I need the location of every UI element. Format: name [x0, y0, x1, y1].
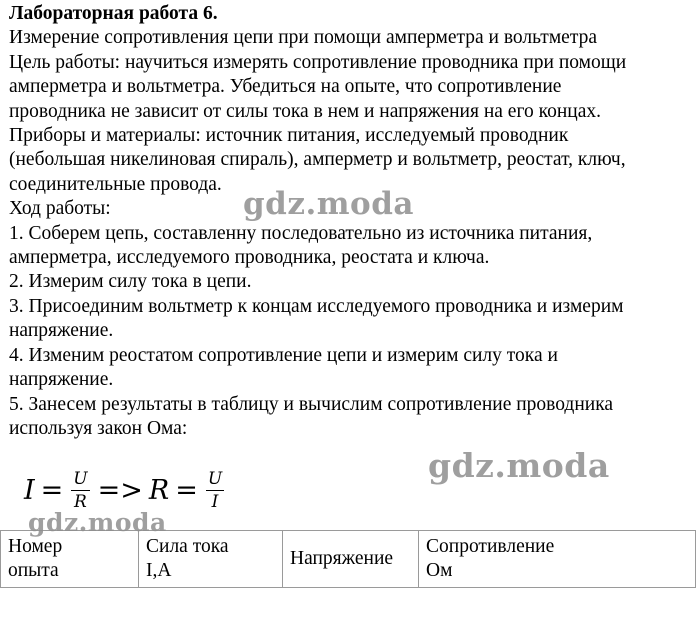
text-line: Приборы и материалы: источник питания, исследуемый проводник [9, 125, 569, 147]
header-text: Номер [8, 536, 63, 557]
text-line: напряжение. [9, 369, 114, 391]
text-line: амперметра и вольтметра. Убедиться на опыте, что сопротивление [9, 76, 562, 98]
header-cell-current [139, 531, 283, 588]
text-line: 2. Измерим силу тока в цепи. [9, 271, 252, 293]
header-text: опыта [8, 560, 59, 582]
text-line: 5. Занесем результаты в таблицу и вычислим сопротивление проводника [9, 393, 614, 415]
formula-equals: = [175, 474, 198, 506]
watermark-logo: gdz.moda [28, 508, 167, 537]
text-line: Цель работы: научиться измерять сопротивление проводника при помощи [9, 51, 627, 73]
fraction-denominator: I [211, 491, 219, 512]
text-line: Ход работы: [9, 198, 111, 220]
text-line: 4. Изменим реостатом сопротивление цепи и измерим силу тока и [9, 344, 558, 366]
document-title: Лабораторная работа 6. [9, 3, 218, 24]
formula-equals: = [40, 474, 64, 506]
text-line: проводника не зависит от силы тока в нем и напряжения на его концах. [9, 100, 601, 122]
formula-fraction-u-over-r [71, 469, 89, 512]
table-header-row [1, 531, 696, 588]
text-line: (небольшая никелиновая спираль), амперметр и вольтметр, реостат, ключ, [9, 149, 626, 171]
text-line: 3. Присоединим вольтметр к концам исследуемого проводника и измерим [9, 295, 624, 317]
text-line: амперметра, исследуемого проводника, реостата и ключа. [9, 247, 490, 269]
text-line: соединительные провода. [9, 173, 222, 195]
fraction-numerator: U [207, 468, 223, 489]
formula-current-var: I [24, 474, 35, 506]
header-text: Сопротивление [426, 536, 555, 557]
formula-resistance-var: R [148, 474, 170, 506]
header-text: Напряжение [290, 548, 394, 570]
results-table [0, 530, 696, 588]
formula-implies: => [97, 474, 143, 506]
fraction-denominator: R [74, 491, 87, 512]
header-cell-experiment-number [1, 531, 139, 588]
text-line: используя закон Ома: [9, 417, 188, 439]
header-text: I,А [146, 560, 172, 582]
watermark-logo: gdz.moda [428, 446, 610, 485]
header-cell-resistance [419, 531, 696, 588]
fraction-numerator: U [73, 468, 88, 489]
watermark-logo: gdz.moda [243, 186, 414, 222]
text-line: напряжение. [9, 320, 114, 342]
text-line: 1. Соберем цепь, составленну последовательно из источника питания, [9, 222, 593, 244]
text-line: Измерение сопротивления цепи при помощи амперметра и вольтметра [9, 27, 597, 49]
header-text: Ом [426, 560, 453, 582]
header-cell-voltage [283, 531, 419, 588]
formula-fraction-u-over-i [206, 469, 224, 512]
header-text: Сила тока [146, 536, 229, 557]
